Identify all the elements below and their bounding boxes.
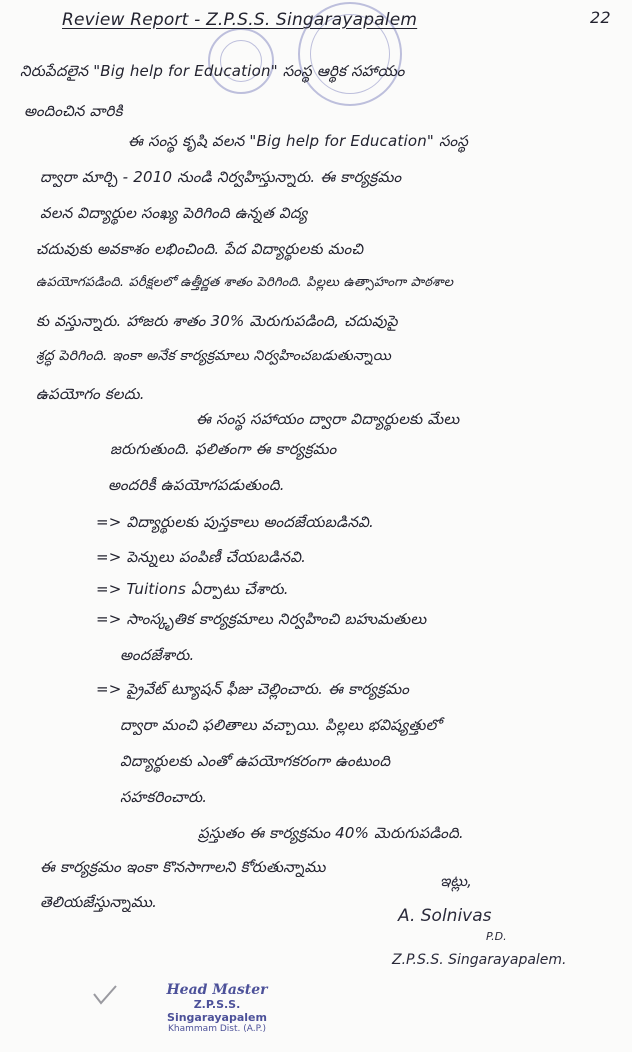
round-seal-left xyxy=(208,28,274,94)
document-title: Review Report - Z.P.S.S. Singarayapalem xyxy=(62,10,418,30)
body-line: సహకరించారు. xyxy=(120,788,208,806)
body-line: శ్రద్ధ పెరిగింది. ఇంకా అనేక కార్యక్రమాలు నిర్వహించబడుతున్నాయి xyxy=(36,348,392,364)
list-item: => సాంస్కృతిక కార్యక్రమాలు నిర్వహించి బహుమతులు xyxy=(96,610,427,628)
signature-name: A. Solnivas xyxy=(398,906,492,926)
body-line: విద్యార్థులకు ఎంతో ఉపయోగకరంగా ఉంటుంది xyxy=(120,752,391,770)
body-line: జరుగుతుంది. ఫలితంగా ఈ కార్యక్రమం xyxy=(110,440,337,458)
body-line: వలన విద్యార్థుల సంఖ్య పెరిగింది ఉన్నత విద్య xyxy=(40,204,308,222)
body-line: ఈ కార్యక్రమం ఇంకా కొనసాగాలని కోరుతున్నాము xyxy=(40,858,326,876)
body-line: ద్వారా మంచి ఫలితాలు వచ్చాయి. పిల్లలు భవిష్యత్తులో xyxy=(120,716,442,734)
body-line: నిరుపేదలైన "Big help for Education" సంస్థ ఆర్థిక సహాయం xyxy=(20,62,405,80)
list-item: => పెన్నులు పంపిణీ చేయబడినవి. xyxy=(96,548,307,566)
body-line: ద్వారా మార్చి - 2010 నుండి నిర్వహిస్తున్నారు. ఈ కార్యక్రమం xyxy=(40,168,402,186)
page-number: 22 xyxy=(590,8,611,27)
body-line: చదువుకు అవకాశం లభించింది. పేద విద్యార్థులకు మంచి xyxy=(36,240,364,258)
list-item: => విద్యార్థులకు పుస్తకాలు అందజేయబడినవి. xyxy=(96,513,375,531)
list-item: => Tuitions ఏర్పాటు చేశారు. xyxy=(96,580,289,598)
body-line: ఉపయోగం కలదు. xyxy=(36,385,145,403)
stamp-district: Khammam Dist. (A.P.) xyxy=(168,1024,266,1034)
stamp-title: Head Master xyxy=(166,982,268,998)
body-line: అందజేశారు. xyxy=(120,646,195,664)
body-line: ప్రస్తుతం ఈ కార్యక్రమం 40% మెరుగుపడింది. xyxy=(198,824,464,842)
body-line: ఉపయోగపడింది. పరీక్షలలో ఉత్తీర్ణత శాతం పెరిగింది. పిల్లలు ఉత్సాహంగా పాఠశాల xyxy=(36,275,454,290)
body-line: అందించిన వారికి xyxy=(24,102,123,120)
body-line: అందరికీ ఉపయోగపడుతుంది. xyxy=(108,476,285,494)
closing-salutation: ఇట్లు, xyxy=(440,872,472,890)
check-mark-icon xyxy=(92,984,118,1006)
body-line: తెలియజేస్తున్నాము. xyxy=(40,893,158,911)
signature-school: Z.P.S.S. Singarayapalem. xyxy=(392,952,567,968)
body-line: ఈ సంస్థ సహాయం ద్వారా విద్యార్థులకు మేలు xyxy=(196,410,460,428)
body-line: కు వస్తున్నారు. హాజరు శాతం 30% మెరుగుపడింది, చదువుపై xyxy=(36,312,398,330)
list-item: => ప్రైవేట్ ట్యూషన్ ఫీజు చెల్లించారు. ఈ కార్యక్రమం xyxy=(96,680,410,698)
signature-designation: P.D. xyxy=(486,930,507,943)
head-master-stamp xyxy=(142,982,292,1036)
body-line: ఈ సంస్థ కృషి వలన "Big help for Education" సంస్థ xyxy=(128,132,469,150)
stamp-school: Z.P.S.S. Singarayapalem xyxy=(167,998,267,1024)
